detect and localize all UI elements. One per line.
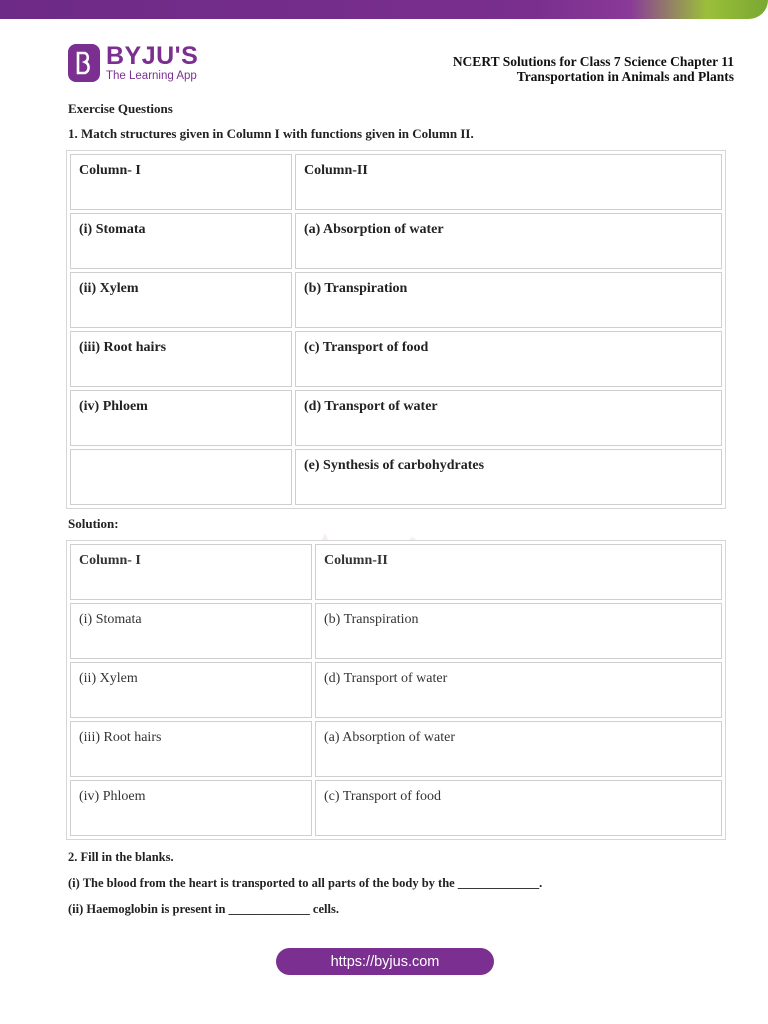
logo-tagline: The Learning App: [106, 70, 197, 82]
byjus-logo: [68, 44, 198, 83]
table-cell: (a) Absorption of water: [315, 721, 722, 777]
table-cell: (iii) Root hairs: [70, 331, 292, 387]
question-1: 1. Match structures given in Column I with functions given in Column II.: [68, 126, 474, 141]
table-cell: (c) Transport of food: [295, 331, 722, 387]
table-cell: (i) Stomata: [70, 603, 312, 659]
website-link[interactable]: https://byjus.com: [276, 948, 494, 975]
question-2: 2. Fill in the blanks.: [68, 850, 174, 864]
question-2-part-ii: (ii) Haemoglobin is present in _____________ cells.: [68, 902, 339, 916]
table-cell: (d) Transport of water: [295, 390, 722, 446]
table-row: [70, 780, 722, 836]
table-cell: [70, 449, 292, 505]
table-row: [70, 603, 722, 659]
table-cell: Column- I: [70, 544, 312, 600]
table-cell: (i) Stomata: [70, 213, 292, 269]
table-cell: (ii) Xylem: [70, 272, 292, 328]
table-cell: Column-II: [315, 544, 722, 600]
solution-label: Solution:: [68, 516, 119, 531]
table-row: [70, 272, 722, 328]
table-row: [70, 449, 722, 505]
table-cell: (iv) Phloem: [70, 780, 312, 836]
table-cell: Column- I: [70, 154, 292, 210]
logo-name: BYJU'S: [106, 42, 199, 70]
table-cell: (b) Transpiration: [295, 272, 722, 328]
document-title: [453, 54, 734, 84]
table-cell: (c) Transport of food: [315, 780, 722, 836]
table-row: [70, 213, 722, 269]
question-1-table: [66, 150, 726, 509]
solution-table: [66, 540, 726, 840]
table-cell: (iv) Phloem: [70, 390, 292, 446]
table-row: [70, 154, 722, 210]
title-line-2: Transportation in Animals and Plants: [516, 69, 734, 84]
title-line-1: NCERT Solutions for Class 7 Science Chapter 11: [452, 54, 734, 69]
table-row: [70, 544, 722, 600]
table-row: [70, 390, 722, 446]
table-cell: (e) Synthesis of carbohydrates: [295, 449, 722, 505]
table-cell: Column-II: [295, 154, 722, 210]
table-row: [70, 721, 722, 777]
logo-b-icon: [68, 44, 100, 82]
exercise-heading: Exercise Questions: [68, 101, 173, 116]
table-row: [70, 331, 722, 387]
question-2-part-i: (i) The blood from the heart is transported to all parts of the body by the _____________.: [68, 876, 543, 890]
table-row: [70, 662, 722, 718]
table-cell: (ii) Xylem: [70, 662, 312, 718]
top-decorative-band: [0, 0, 768, 19]
table-cell: (d) Transport of water: [315, 662, 722, 718]
table-cell: (b) Transpiration: [315, 603, 722, 659]
table-cell: (iii) Root hairs: [70, 721, 312, 777]
table-cell: (a) Absorption of water: [295, 213, 722, 269]
